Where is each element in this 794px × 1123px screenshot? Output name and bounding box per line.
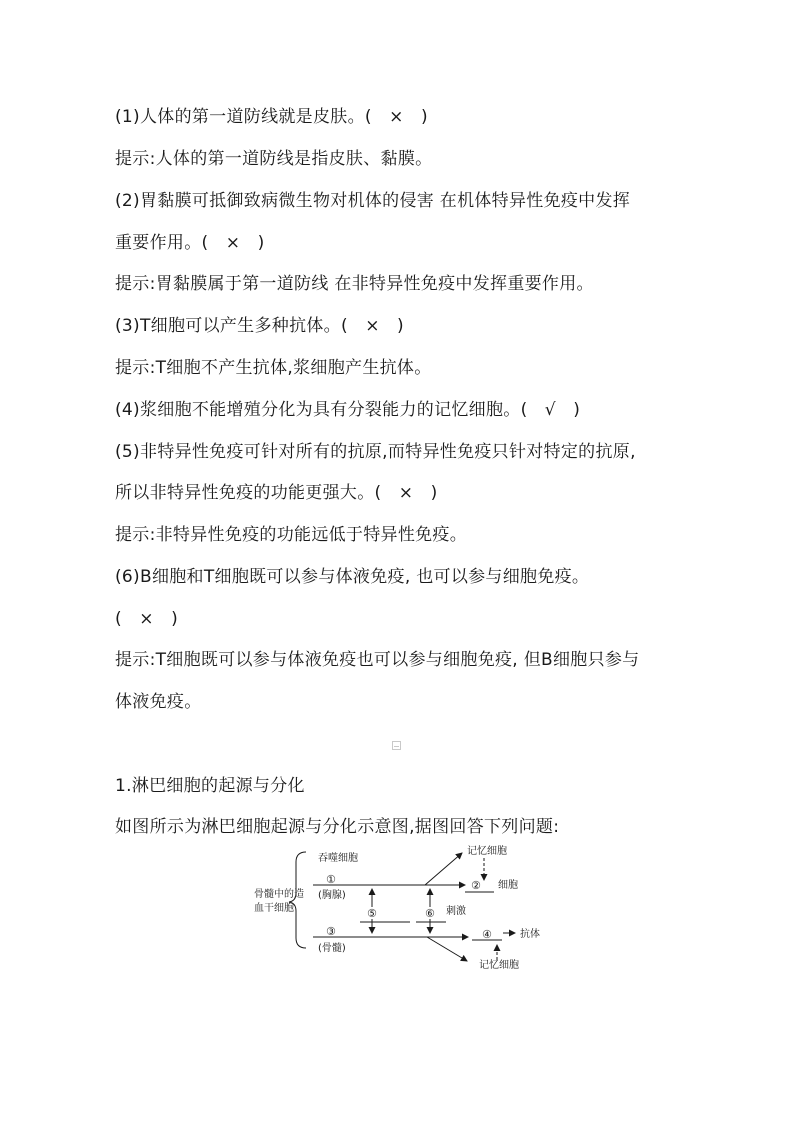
- text-line-4: 重要作用。( × ): [115, 233, 265, 253]
- stimulus-label: 刺激: [446, 906, 466, 917]
- source-label-line2: 血干细胞: [254, 903, 294, 914]
- mark-6: ⑥: [425, 907, 435, 920]
- cell-label: 细胞: [498, 880, 518, 891]
- section-title: 1.淋巴细胞的起源与分化: [115, 776, 305, 796]
- text-line-9: (5)非特异性免疫可针对所有的抗原,而特异性免疫只针对特定的抗原,: [115, 442, 636, 462]
- phagocyte-label: 吞噬细胞: [318, 853, 358, 864]
- text-line-12: (6)B细胞和T细胞既可以参与体液免疫, 也可以参与细胞免疫。: [115, 567, 590, 587]
- memory-cell-top-label: 记忆细胞: [467, 846, 507, 857]
- memory-cell-bottom-label: 记忆细胞: [479, 960, 519, 971]
- text-line-2: 提示:人体的第一道防线是指皮肤、黏膜。: [115, 149, 433, 169]
- text-line-5: 提示:胃黏膜属于第一道防线 在非特异性免疫中发挥重要作用。: [115, 274, 594, 294]
- mark-1: ①: [326, 873, 336, 886]
- text-line-8: (4)浆细胞不能增殖分化为具有分裂能力的记忆细胞。( √ ): [115, 400, 581, 420]
- text-line-11: 提示:非特异性免疫的功能远低于特异性免疫。: [115, 525, 468, 545]
- lower-to-memory-arrow: [427, 937, 467, 961]
- text-line-6: (3)T细胞可以产生多种抗体。( × ): [115, 316, 404, 336]
- mark-3: ③: [326, 925, 336, 938]
- source-label-line1: 骨髓中的造: [254, 889, 304, 900]
- text-line-7: 提示:T细胞不产生抗体,浆细胞产生抗体。: [115, 358, 432, 378]
- text-line-3: (2)胃黏膜可抵御致病微生物对机体的侵害 在机体特异性免疫中发挥: [115, 191, 631, 211]
- text-line-15: 体液免疫。: [115, 692, 202, 712]
- source-brace: [289, 852, 306, 948]
- bone-marrow-label: (骨髓): [318, 943, 346, 954]
- text-line-1: (1)人体的第一道防线就是皮肤。( × ): [115, 107, 428, 127]
- upper-to-memory-arrow: [425, 853, 462, 885]
- text-line-10: 所以非特异性免疫的功能更强大。( × ): [115, 483, 438, 503]
- mark-4: ④: [482, 928, 492, 941]
- text-line-13: ( × ): [115, 609, 179, 629]
- text-line-14: 提示:T细胞既可以参与体液免疫也可以参与细胞免疫, 但B细胞只参与: [115, 650, 640, 670]
- section-intro: 如图所示为淋巴细胞起源与分化示意图,据图回答下列问题:: [115, 817, 560, 837]
- mark-5: ⑤: [367, 907, 377, 920]
- mark-2: ②: [471, 879, 481, 892]
- thymus-label: (胸腺): [318, 890, 346, 901]
- antibody-label: 抗体: [520, 929, 540, 940]
